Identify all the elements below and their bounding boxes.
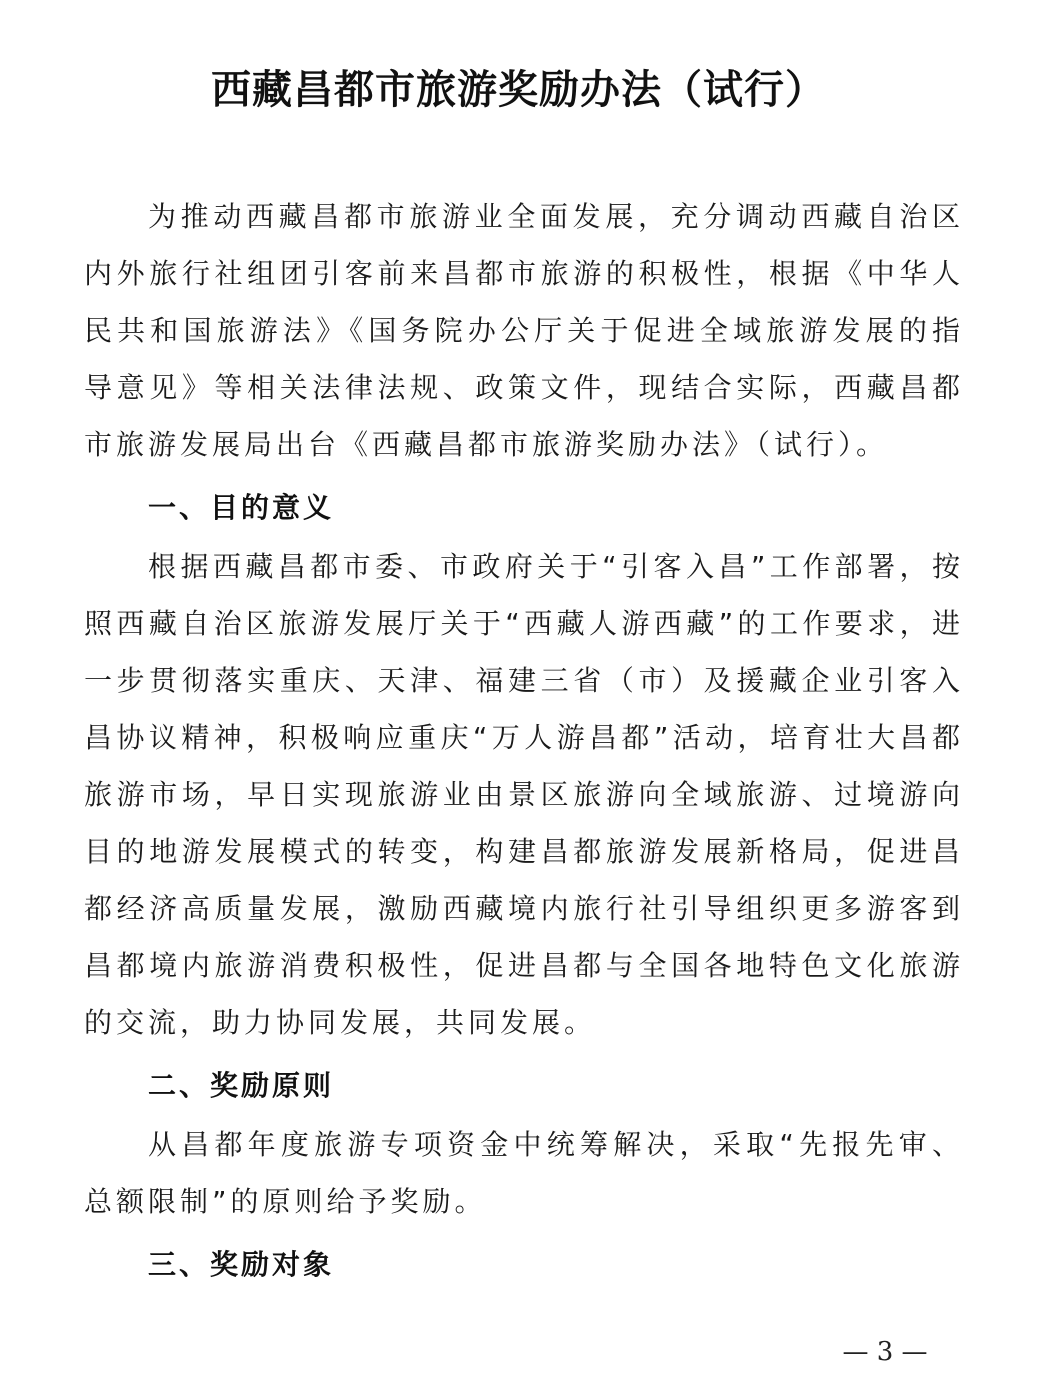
page-number: — 3 — — [842, 1337, 928, 1367]
document-title: 西藏昌都市旅游奖励办法（试行） — [211, 66, 826, 113]
intro-paragraph: 为推动西藏昌都市旅游业全面发展，充分调动西藏自治区内外旅行社组团引客前来昌都市旅游的积极性，根据《中华人民共和国旅游法》《国务院办公厅关于促进全域旅游发展的指导意见》等相关法律法规、政策文件，现结合实际，西藏昌都市旅游发展局出台《西藏昌都市旅游奖励办法》（试行）。 — [84, 200, 964, 461]
section-paragraph-principle: 从昌都年度旅游专项资金中统筹解决，采取“先报先审、总额限制”的原则给予奖励。 — [84, 1128, 964, 1218]
section-heading-purpose: 一、目的意义 — [148, 491, 335, 524]
section-heading-targets: 三、奖励对象 — [148, 1248, 335, 1281]
document-body — [84, 188, 964, 1293]
section-paragraph-purpose: 根据西藏昌都市委、市政府关于“引客入昌”工作部署，按照西藏自治区旅游发展厅关于“西藏人游西藏”的工作要求，进一步贯彻落实重庆、天津、福建三省（市）及援藏企业引客入昌协议精神，积极响应重庆“万人游昌都”活动，培育壮大昌都旅游市场，早日实现旅游业由景区旅游向全域旅游、过境游向目的地游发展模式的转变，构建昌都旅游发展新格局，促进昌都经济高质量发展，激励西藏境内旅行社引导组织更多游客到昌都境内旅游消费积极性，促进昌都与全国各地特色文化旅游的交流，助力协同发展，共同发展。 — [84, 550, 964, 1039]
section-heading-principle: 二、奖励原则 — [148, 1069, 335, 1102]
